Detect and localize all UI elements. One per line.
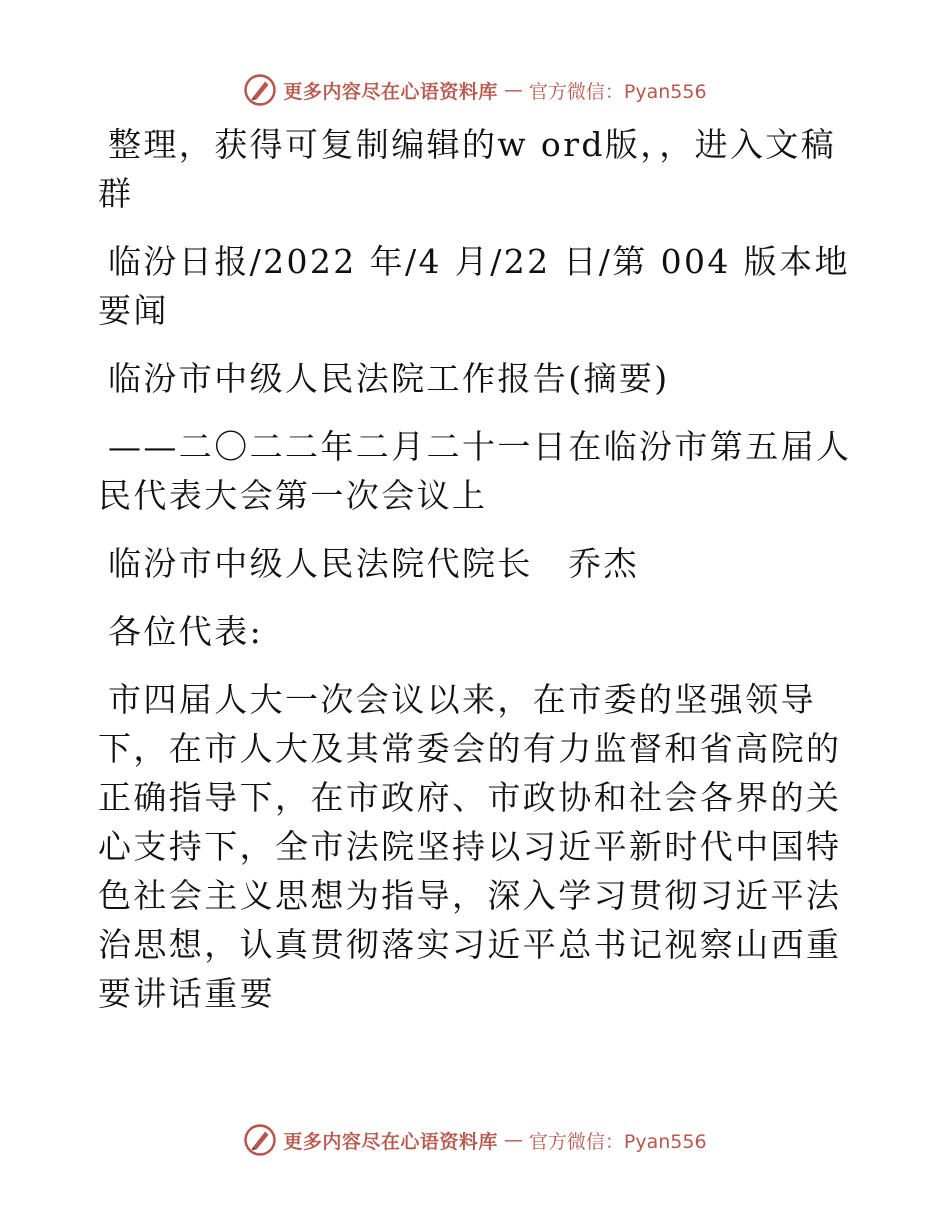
paragraph-subtitle: ——二〇二二年二月二十一日在临汾市第五届人民代表大会第一次会议上 [98,427,852,515]
header-banner [0,70,950,110]
footer-banner-dash: — [503,1129,523,1151]
paragraph-intro: 整理，获得可复制编辑的w ord版，，进入文稿群 [98,125,837,213]
header-banner-dash: — [503,79,523,101]
pen-logo-icon [243,1123,277,1157]
header-banner-main: 更多内容尽在心语资料库 [283,80,498,103]
footer-banner-wechat: 官方微信：Pyan556 [528,1130,707,1153]
paragraph-body: 市四届人大一次会议以来，在市委的坚强领导下，在市人大及其常委会的有力监督和省高院的正确指导下，在市政府、市政协和社会各界的关心支持下，全市法院坚持以习近平新时代中国特色社会主义思想为指导，深入学习贯彻习近平法治思想，认真贯彻落实习近平总书记视察山西重要讲话重要 [98,680,842,1013]
paragraph-source: 临汾日报/2022 年/4 月/22 日/第 004 版本地要闻 [98,242,850,330]
header-banner-inner [243,73,706,107]
pen-logo-icon [243,73,277,107]
document-body [98,120,858,1018]
paragraph-title: 临汾市中级人民法院工作报告(摘要) [108,359,670,398]
paragraph-salutation: 各位代表: [108,612,264,651]
footer-banner [0,1120,950,1160]
paragraph-author: 临汾市中级人民法院代院长 乔杰 [108,544,639,583]
header-banner-wechat: 官方微信：Pyan556 [528,80,707,103]
footer-banner-main: 更多内容尽在心语资料库 [283,1130,498,1153]
footer-banner-inner [243,1123,706,1157]
